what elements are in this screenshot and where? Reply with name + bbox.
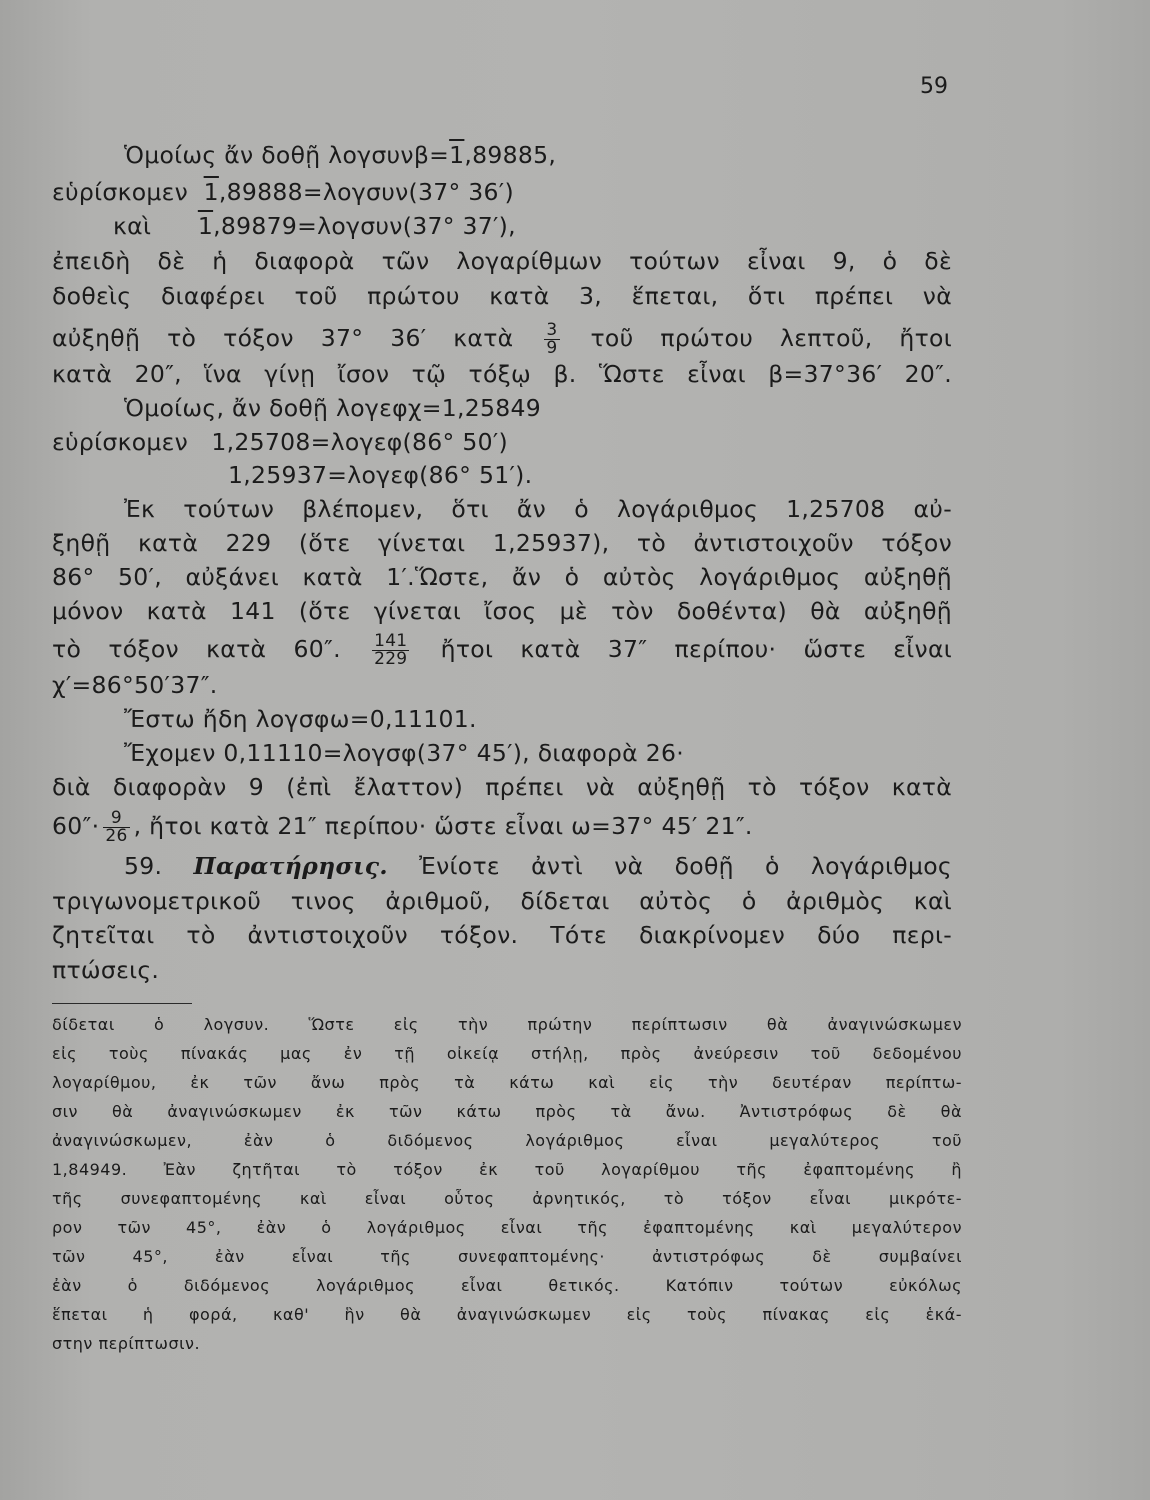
text-line: 1,25937=λογεφ(86° 51′). — [228, 461, 533, 489]
text-line: 60″· $\frac{9}{26}$ , ἤτοι κατὰ 21″ περίπου· ὥστε εἶναι ω=37° 45′ 21″. — [52, 808, 753, 846]
footnote-line: ἀναγινώσκωμεν, ἐὰν ὁ διδόμενος λογάριθμος εἶναι μεγαλύτερος τοῦ — [52, 1131, 962, 1150]
text-line: 86° 50′, αὐξάνει κατὰ 1′.Ὥστε, ἄν ὁ αὐτὸς λογάριθμος αὐξηθῇ — [52, 563, 952, 591]
text-line: τριγωνομετρικοῦ τινος ἀριθμοῦ, δίδεται αὐτὸς ὁ ἀριθμὸς καὶ — [52, 887, 952, 915]
text-line: πτώσεις. — [52, 956, 160, 984]
text-line: διὰ διαφορὰν 9 (ἐπὶ ἔλαττον) πρέπει νὰ αὐξηθῇ τὸ τόξον κατὰ — [52, 773, 952, 801]
footnote-line: τῆς συνεφαπτομένης καὶ εἶναι οὗτος ἀρνητικός, τὸ τόξον εἶναι μικρότε- — [52, 1189, 962, 1208]
footnote-line: λογαρίθμου, ἐκ τῶν ἄνω πρὸς τὰ κάτω καὶ εἰς τὴν δευτέραν περίπτω- — [52, 1073, 962, 1092]
text-line: ξηθῇ κατὰ 229 (ὅτε γίνεται 1,25937), τὸ ἀντιστοιχοῦν τόξον — [52, 529, 952, 557]
text-line: δοθεὶς διαφέρει τοῦ πρώτου κατὰ 3, ἕπεται, ὅτι πρέπει νὰ — [52, 282, 952, 310]
footnote-line: σιν θὰ ἀναγινώσκωμεν ἐκ τῶν κάτω πρὸς τὰ ἄνω. Ἀντιστρόφως δὲ θὰ — [52, 1102, 962, 1121]
fraction: $\frac{3}{9}$ — [546, 320, 558, 358]
text-line: τὸ τόξον κατὰ 60″. $\frac{141}{229}$ ἤτοι κατὰ 37″ περίπου· ὥστε εἶναι — [52, 631, 952, 669]
text-line: καὶ 1,89879=λογσυν(37° 37′), — [113, 212, 516, 240]
text-line: Ἔχομεν 0,11110=λογσφ(37° 45′), διαφορὰ 26· — [124, 739, 684, 767]
page-number: 59 — [920, 74, 948, 99]
fraction: $\frac{141}{229}$ — [374, 631, 408, 669]
footnote-line: στην περίπτωσιν. — [52, 1334, 201, 1353]
footnote-line: δίδεται ὁ λογσυν. Ὥστε εἰς τὴν πρώτην περίπτωσιν θὰ ἀναγινώσκωμεν — [52, 1015, 962, 1034]
text-line: εὑρίσκομεν 1,89888=λογσυν(37° 36′) — [52, 178, 514, 206]
text-line: Ἐκ τούτων βλέπομεν, ὅτι ἄν ὁ λογάριθμος 1,25708 αὐ- — [124, 495, 952, 523]
text-line: ἐπειδὴ δὲ ἡ διαφορὰ τῶν λογαρίθμων τούτων εἶναι 9, ὁ δὲ — [52, 247, 952, 275]
footnote-line: ρον τῶν 45°, ἐὰν ὁ λογάριθμος εἶναι τῆς ἐφαπτομένης καὶ μεγαλύτερον — [52, 1218, 962, 1237]
text-line: εὑρίσκομεν 1,25708=λογεφ(86° 50′) — [52, 428, 508, 456]
text-line: μόνον κατὰ 141 (ὅτε γίνεται ἴσος μὲ τὸν δοθέντα) θὰ αὐξηθῇ — [52, 597, 952, 625]
footnote-line: 1,84949. Ἐὰν ζητῆται τὸ τόξον ἐκ τοῦ λογαρίθμου τῆς ἐφαπτομένης ἢ — [52, 1160, 962, 1179]
text-line: αὐξηθῇ τὸ τόξον 37° 36′ κατὰ $\frac{3}{9}$ τοῦ πρώτου λεπτοῦ, ἤτοι — [52, 320, 952, 358]
footnote-separator — [52, 1003, 192, 1004]
footnote-line: τῶν 45°, ἐὰν εἶναι τῆς συνεφαπτομένης· ἀντιστρόφως δὲ συμβαίνει — [52, 1247, 962, 1266]
footnote-line: ἕπεται ἡ φορά, καθ' ἣν θὰ ἀναγινώσκωμεν εἰς τοὺς πίνακας εἰς ἑκά- — [52, 1305, 962, 1324]
section-heading-line: 59. Παρατήρησις. Ἐνίοτε ἀντὶ νὰ δοθῇ ὁ λογάριθμος — [124, 852, 952, 880]
section-heading: Παρατήρησις. — [193, 852, 388, 880]
text-line: Ὁμοίως, ἄν δοθῇ λογεφχ=1,25849 — [124, 394, 542, 422]
text-line: Ἔστω ἤδη λογσφω=0,11101. — [124, 705, 477, 733]
text-line: ζητεῖται τὸ ἀντιστοιχοῦν τόξον. Τότε διακρίνομεν δύο περι- — [52, 921, 952, 949]
text-line: χ′=86°50′37″. — [52, 671, 218, 699]
text-line: κατὰ 20″, ἵνα γίνῃ ἴσον τῷ τόξῳ β. Ὥστε εἶναι β=37°36′ 20″. — [52, 360, 952, 388]
fraction: $\frac{9}{26}$ — [105, 808, 128, 846]
text-line: Ὁμοίως ἄν δοθῇ λογσυνβ=1,89885, — [124, 141, 557, 169]
footnote-line: εἰς τοὺς πίνακάς μας ἐν τῇ οἰκείᾳ στήλῃ, πρὸς ἀνεύρεσιν τοῦ δεδομένου — [52, 1044, 962, 1063]
footnote-line: ἐὰν ὁ διδόμενος λογάριθμος εἶναι θετικός. Κατόπιν τούτων εὐκόλως — [52, 1276, 962, 1295]
